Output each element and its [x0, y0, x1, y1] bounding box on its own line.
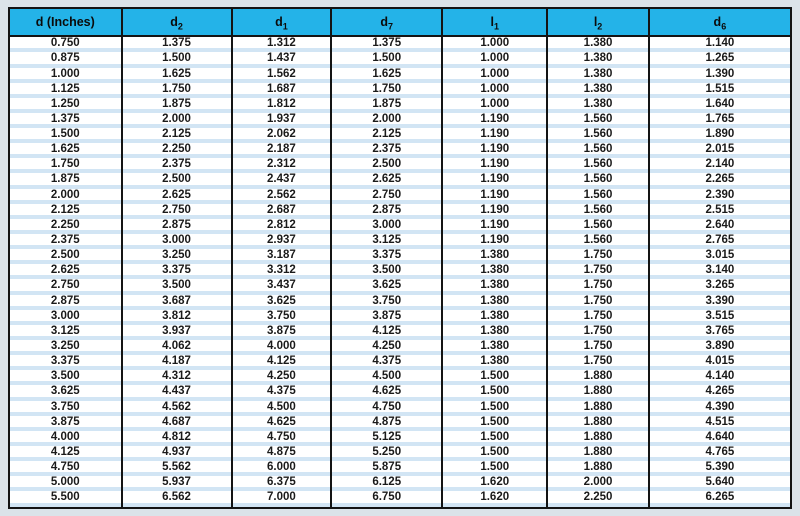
- table-cell: 1.500: [442, 416, 547, 431]
- table-row: [10, 491, 790, 507]
- table-cell: 3.875: [331, 310, 442, 325]
- table-cell: 2.375: [122, 158, 232, 173]
- table-cell: 3.437: [232, 279, 332, 294]
- column-header-subscript: 1: [282, 21, 288, 32]
- table-cell: 1.890: [649, 128, 790, 143]
- table-cell: 1.812: [232, 98, 332, 113]
- table-cell: 2.390: [649, 189, 790, 204]
- table-cell: 3.312: [232, 264, 332, 279]
- table-cell: 1.560: [547, 173, 648, 188]
- table-row: [10, 158, 790, 173]
- table-cell: 2.062: [232, 128, 332, 143]
- table-cell: 1.880: [547, 370, 648, 385]
- table-cell: 3.375: [10, 355, 122, 370]
- table-cell: 4.265: [649, 385, 790, 400]
- table-cell: 2.140: [649, 158, 790, 173]
- table-cell: 1.380: [442, 355, 547, 370]
- table-cell: 1.190: [442, 173, 547, 188]
- table-cell: 1.880: [547, 461, 648, 476]
- table-cell: 4.375: [232, 385, 332, 400]
- table-cell: 2.875: [122, 219, 232, 234]
- table-cell: 1.390: [649, 68, 790, 83]
- table-cell: 4.640: [649, 431, 790, 446]
- table-cell: 3.890: [649, 340, 790, 355]
- table-cell: 3.015: [649, 249, 790, 264]
- table-cell: 3.687: [122, 295, 232, 310]
- table-body: [10, 36, 790, 507]
- table-cell: 1.380: [442, 340, 547, 355]
- table-cell: 1.750: [547, 310, 648, 325]
- table-cell: 1.560: [547, 128, 648, 143]
- table-row: [10, 295, 790, 310]
- table-cell: 1.620: [442, 476, 547, 491]
- table-cell: 1.880: [547, 416, 648, 431]
- table-row: [10, 113, 790, 128]
- table-cell: 1.500: [442, 370, 547, 385]
- table-cell: 1.625: [10, 143, 122, 158]
- table-cell: 3.765: [649, 325, 790, 340]
- table-cell: 1.380: [547, 52, 648, 67]
- table-cell: 1.875: [122, 98, 232, 113]
- table-cell: 4.390: [649, 401, 790, 416]
- table-cell: 2.250: [122, 143, 232, 158]
- table-cell: 1.875: [10, 173, 122, 188]
- table-cell: 4.250: [331, 340, 442, 355]
- table-cell: 2.500: [331, 158, 442, 173]
- column-header-d6: [649, 9, 790, 36]
- dimension-table: [10, 9, 790, 507]
- table-cell: 4.765: [649, 446, 790, 461]
- table-cell: 3.875: [10, 416, 122, 431]
- table-cell: 2.437: [232, 173, 332, 188]
- table-cell: 3.750: [331, 295, 442, 310]
- table-cell: 4.625: [331, 385, 442, 400]
- table-cell: 2.750: [331, 189, 442, 204]
- table-cell: 4.750: [10, 461, 122, 476]
- column-header-l1: [442, 9, 547, 36]
- table-row: [10, 340, 790, 355]
- table-cell: 3.500: [10, 370, 122, 385]
- table-cell: 2.250: [10, 219, 122, 234]
- table-cell: 3.140: [649, 264, 790, 279]
- table-cell: 2.500: [122, 173, 232, 188]
- table-cell: 1.380: [547, 83, 648, 98]
- table-cell: 1.190: [442, 219, 547, 234]
- table-cell: 7.000: [232, 491, 332, 507]
- table-cell: 2.875: [331, 204, 442, 219]
- table-cell: 4.687: [122, 416, 232, 431]
- table-cell: 3.250: [122, 249, 232, 264]
- table-cell: 3.750: [10, 401, 122, 416]
- table-cell: 1.437: [232, 52, 332, 67]
- table-cell: 1.380: [442, 295, 547, 310]
- table-cell: 3.625: [331, 279, 442, 294]
- table-cell: 1.880: [547, 431, 648, 446]
- table-cell: 3.875: [232, 325, 332, 340]
- table-cell: 4.937: [122, 446, 232, 461]
- table-cell: 1.880: [547, 401, 648, 416]
- table-cell: 1.620: [442, 491, 547, 507]
- table-cell: 1.515: [649, 83, 790, 98]
- table-cell: 4.140: [649, 370, 790, 385]
- table-cell: 1.750: [547, 295, 648, 310]
- table-cell: 1.500: [122, 52, 232, 67]
- table-cell: 1.500: [442, 431, 547, 446]
- table-cell: 1.560: [547, 189, 648, 204]
- table-cell: 1.375: [122, 36, 232, 52]
- table-cell: 1.000: [10, 68, 122, 83]
- table-cell: 4.187: [122, 355, 232, 370]
- table-cell: 1.380: [547, 68, 648, 83]
- table-cell: 3.390: [649, 295, 790, 310]
- table-cell: 5.125: [331, 431, 442, 446]
- table-cell: 1.000: [442, 68, 547, 83]
- column-header-subscript: 7: [388, 21, 394, 32]
- table-row: [10, 83, 790, 98]
- table-cell: 2.375: [10, 234, 122, 249]
- table-cell: 2.312: [232, 158, 332, 173]
- table-cell: 1.190: [442, 128, 547, 143]
- table-cell: 3.265: [649, 279, 790, 294]
- table-cell: 1.190: [442, 158, 547, 173]
- table-cell: 2.640: [649, 219, 790, 234]
- column-header-subscript: 2: [597, 21, 603, 32]
- table-cell: 4.875: [232, 446, 332, 461]
- column-header-subscript: 2: [177, 21, 183, 32]
- table-cell: 2.187: [232, 143, 332, 158]
- table-cell: 2.375: [331, 143, 442, 158]
- column-header-d-inches: [10, 9, 122, 36]
- column-header-label: d: [713, 15, 722, 29]
- table-cell: 4.750: [232, 431, 332, 446]
- table-cell: 1.640: [649, 98, 790, 113]
- table-cell: 1.380: [547, 98, 648, 113]
- table-cell: 1.560: [547, 219, 648, 234]
- table-cell: 4.750: [331, 401, 442, 416]
- column-header-subscript: 6: [721, 21, 727, 32]
- table-cell: 4.812: [122, 431, 232, 446]
- column-header-l2: [547, 9, 648, 36]
- table-cell: 0.750: [10, 36, 122, 52]
- table-cell: 1.375: [331, 36, 442, 52]
- table-cell: 5.000: [10, 476, 122, 491]
- table-cell: 1.380: [442, 325, 547, 340]
- table-cell: 3.812: [122, 310, 232, 325]
- table-cell: 1.750: [547, 249, 648, 264]
- table-cell: 3.937: [122, 325, 232, 340]
- dimension-table-frame: [8, 7, 792, 509]
- table-row: [10, 325, 790, 340]
- table-row: [10, 234, 790, 249]
- table-cell: 1.560: [547, 143, 648, 158]
- table-cell: 3.500: [122, 279, 232, 294]
- table-cell: 1.625: [331, 68, 442, 83]
- table-cell: 4.125: [232, 355, 332, 370]
- table-cell: 6.000: [232, 461, 332, 476]
- table-row: [10, 204, 790, 219]
- table-cell: 1.500: [10, 128, 122, 143]
- table-cell: 4.000: [232, 340, 332, 355]
- table-cell: 1.190: [442, 113, 547, 128]
- table-cell: 1.500: [442, 401, 547, 416]
- table-cell: 4.437: [122, 385, 232, 400]
- table-cell: 4.312: [122, 370, 232, 385]
- table-cell: 3.125: [10, 325, 122, 340]
- table-cell: 3.375: [331, 249, 442, 264]
- table-cell: 6.562: [122, 491, 232, 507]
- table-cell: 3.375: [122, 264, 232, 279]
- table-cell: 1.750: [547, 355, 648, 370]
- table-cell: 5.937: [122, 476, 232, 491]
- table-cell: 1.750: [122, 83, 232, 98]
- table-cell: 4.015: [649, 355, 790, 370]
- table-cell: 1.380: [442, 279, 547, 294]
- table-cell: 1.190: [442, 189, 547, 204]
- table-cell: 1.750: [331, 83, 442, 98]
- table-cell: 4.625: [232, 416, 332, 431]
- table-cell: 6.125: [331, 476, 442, 491]
- table-cell: 1.125: [10, 83, 122, 98]
- table-cell: 3.000: [10, 310, 122, 325]
- table-cell: 3.625: [232, 295, 332, 310]
- table-row: [10, 128, 790, 143]
- table-cell: 1.560: [547, 234, 648, 249]
- table-cell: 0.875: [10, 52, 122, 67]
- column-header-label: d: [275, 15, 283, 29]
- table-cell: 2.000: [122, 113, 232, 128]
- table-cell: 1.765: [649, 113, 790, 128]
- table-cell: 1.500: [442, 446, 547, 461]
- table-row: [10, 68, 790, 83]
- table-row: [10, 476, 790, 491]
- table-cell: 1.500: [331, 52, 442, 67]
- table-cell: 3.125: [331, 234, 442, 249]
- table-cell: 2.625: [331, 173, 442, 188]
- table-row: [10, 461, 790, 476]
- table-cell: 2.125: [331, 128, 442, 143]
- column-header-label: l: [490, 15, 494, 29]
- table-cell: 2.765: [649, 234, 790, 249]
- table-cell: 1.000: [442, 52, 547, 67]
- table-cell: 2.625: [10, 264, 122, 279]
- table-cell: 1.312: [232, 36, 332, 52]
- table-cell: 1.265: [649, 52, 790, 67]
- table-cell: 5.640: [649, 476, 790, 491]
- table-cell: 1.750: [547, 325, 648, 340]
- table-cell: 5.875: [331, 461, 442, 476]
- table-cell: 6.750: [331, 491, 442, 507]
- table-cell: 4.062: [122, 340, 232, 355]
- table-cell: 4.000: [10, 431, 122, 446]
- table-cell: 6.265: [649, 491, 790, 507]
- table-cell: 3.000: [331, 219, 442, 234]
- table-row: [10, 401, 790, 416]
- table-cell: 4.375: [331, 355, 442, 370]
- table-cell: 3.625: [10, 385, 122, 400]
- table-cell: 2.250: [547, 491, 648, 507]
- table-cell: 2.015: [649, 143, 790, 158]
- table-cell: 3.250: [10, 340, 122, 355]
- column-header-d1: [232, 9, 332, 36]
- table-cell: 1.000: [442, 36, 547, 52]
- table-cell: 1.937: [232, 113, 332, 128]
- table-cell: 1.375: [10, 113, 122, 128]
- table-row: [10, 219, 790, 234]
- table-cell: 1.250: [10, 98, 122, 113]
- table-cell: 1.880: [547, 446, 648, 461]
- table-cell: 2.812: [232, 219, 332, 234]
- table-cell: 6.375: [232, 476, 332, 491]
- table-row: [10, 98, 790, 113]
- table-cell: 2.625: [122, 189, 232, 204]
- table-cell: 4.125: [331, 325, 442, 340]
- table-cell: 3.515: [649, 310, 790, 325]
- table-cell: 3.500: [331, 264, 442, 279]
- table-row: [10, 189, 790, 204]
- table-cell: 1.190: [442, 204, 547, 219]
- column-header-d7: [331, 9, 442, 36]
- table-cell: 1.560: [547, 204, 648, 219]
- table-cell: 1.380: [442, 264, 547, 279]
- table-cell: 1.500: [442, 461, 547, 476]
- table-cell: 5.250: [331, 446, 442, 461]
- table-cell: 1.380: [547, 36, 648, 52]
- table-row: [10, 310, 790, 325]
- table-cell: 1.190: [442, 234, 547, 249]
- table-cell: 3.750: [232, 310, 332, 325]
- table-cell: 1.750: [10, 158, 122, 173]
- table-cell: 2.687: [232, 204, 332, 219]
- table-cell: 1.750: [547, 340, 648, 355]
- table-cell: 2.562: [232, 189, 332, 204]
- table-row: [10, 264, 790, 279]
- table-row: [10, 370, 790, 385]
- table-cell: 4.125: [10, 446, 122, 461]
- table-cell: 1.750: [547, 279, 648, 294]
- table-cell: 2.875: [10, 295, 122, 310]
- table-cell: 4.562: [122, 401, 232, 416]
- table-row: [10, 416, 790, 431]
- table-cell: 4.500: [331, 370, 442, 385]
- table-cell: 1.625: [122, 68, 232, 83]
- header-row: [10, 9, 790, 36]
- table-cell: 1.000: [442, 83, 547, 98]
- table-cell: 4.875: [331, 416, 442, 431]
- table-row: [10, 36, 790, 52]
- table-cell: 1.140: [649, 36, 790, 52]
- column-header-d2: [122, 9, 232, 36]
- column-header-label: d: [170, 15, 178, 29]
- table-row: [10, 446, 790, 461]
- table-row: [10, 52, 790, 67]
- table-cell: 2.125: [10, 204, 122, 219]
- table-cell: 1.750: [547, 264, 648, 279]
- table-row: [10, 249, 790, 264]
- table-cell: 5.390: [649, 461, 790, 476]
- table-row: [10, 143, 790, 158]
- table-row: [10, 355, 790, 370]
- table-cell: 2.750: [122, 204, 232, 219]
- table-cell: 1.687: [232, 83, 332, 98]
- table-cell: 2.937: [232, 234, 332, 249]
- table-cell: 2.515: [649, 204, 790, 219]
- table-cell: 2.750: [10, 279, 122, 294]
- table-cell: 4.500: [232, 401, 332, 416]
- table-row: [10, 431, 790, 446]
- column-header-label: d (Inches): [35, 15, 95, 29]
- table-cell: 3.000: [122, 234, 232, 249]
- table-cell: 1.562: [232, 68, 332, 83]
- table-cell: 1.190: [442, 143, 547, 158]
- column-header-subscript: 1: [493, 21, 499, 32]
- table-cell: 2.125: [122, 128, 232, 143]
- table-cell: 1.880: [547, 385, 648, 400]
- table-row: [10, 385, 790, 400]
- table-cell: 5.500: [10, 491, 122, 507]
- table-cell: 1.380: [442, 310, 547, 325]
- table-cell: 2.000: [547, 476, 648, 491]
- column-header-label: l: [593, 15, 598, 29]
- table-cell: 5.562: [122, 461, 232, 476]
- table-cell: 2.000: [10, 189, 122, 204]
- table-cell: 2.500: [10, 249, 122, 264]
- table-cell: 1.500: [442, 385, 547, 400]
- column-header-label: d: [380, 15, 389, 29]
- table-cell: 4.515: [649, 416, 790, 431]
- table-cell: 4.250: [232, 370, 332, 385]
- table-cell: 1.380: [442, 249, 547, 264]
- table-cell: 1.875: [331, 98, 442, 113]
- table-cell: 2.000: [331, 113, 442, 128]
- table-row: [10, 279, 790, 294]
- table-cell: 1.560: [547, 158, 648, 173]
- table-row: [10, 173, 790, 188]
- table-cell: 3.187: [232, 249, 332, 264]
- table-cell: 1.000: [442, 98, 547, 113]
- table-cell: 1.560: [547, 113, 648, 128]
- table-cell: 2.265: [649, 173, 790, 188]
